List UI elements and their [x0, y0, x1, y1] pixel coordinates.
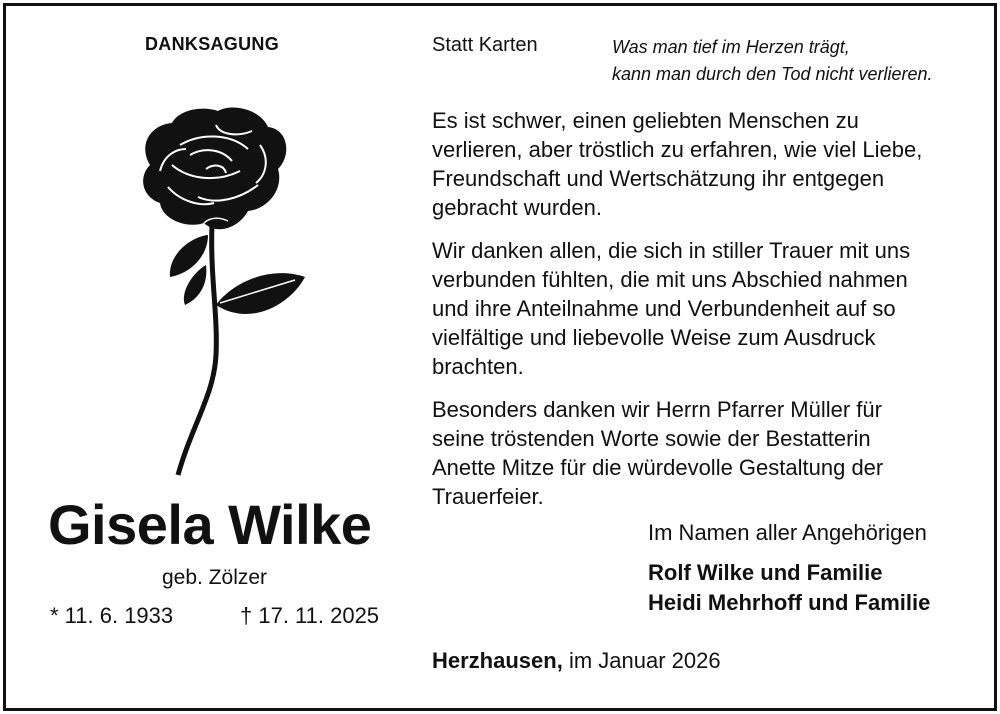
place-name: Herzhausen,: [432, 648, 563, 673]
thanks-paragraph-2: [432, 236, 972, 381]
paragraph-line: Freundschaft und Wertschätzung ihr entgegen: [432, 166, 885, 191]
birth-date: * 11. 6. 1933: [50, 603, 174, 628]
signature-family-2: Heidi Mehrhoff und Familie: [648, 590, 931, 615]
quote-line-2: kann man durch den Tod nicht verlieren.: [612, 64, 933, 84]
deceased-name: Gisela Wilke: [48, 493, 372, 556]
paragraph-line: gebracht wurden.: [432, 195, 602, 220]
thanks-paragraph-3: [432, 395, 972, 511]
place-date: [432, 648, 721, 674]
paragraph-line: verlieren, aber tröstlich zu erfahren, wie viel Liebe,: [432, 137, 923, 162]
maiden-name: geb. Zölzer: [162, 566, 268, 589]
paragraph-line: seine tröstenden Worte sowie der Bestatterin: [432, 426, 871, 451]
paragraph-line: brachten.: [432, 354, 524, 379]
death-date: † 17. 11. 2025: [240, 603, 380, 628]
paragraph-line: Wir danken allen, die sich in stiller Trauer mit uns: [432, 238, 911, 263]
signature-intro: Im Namen aller Angehörigen: [648, 520, 927, 545]
paragraph-line: Anette Mitze für die würdevolle Gestaltung der: [432, 455, 884, 480]
notice-heading: DANKSAGUNG: [145, 34, 280, 54]
paragraph-line: Trauerfeier.: [432, 484, 544, 509]
paragraph-line: Besonders danken wir Herrn Pfarrer Müller für: [432, 397, 882, 422]
statt-karten-label: Statt Karten: [432, 34, 538, 56]
date-text: im Januar 2026: [562, 648, 721, 673]
paragraph-line: vielfältige und liebevolle Weise zum Ausdruck: [432, 325, 876, 350]
signature-family-1: Rolf Wilke und Familie: [648, 560, 883, 585]
thanks-paragraph-1: [432, 106, 972, 222]
paragraph-line: Es ist schwer, einen geliebten Menschen zu: [432, 108, 859, 133]
rose-icon: [120, 105, 320, 480]
quote-line-1: Was man tief im Herzen trägt,: [612, 37, 850, 57]
paragraph-line: verbunden fühlten, die mit uns Abschied nahmen: [432, 267, 908, 292]
paragraph-line: und ihre Anteilnahme und Verbundenheit auf so: [432, 296, 896, 321]
memorial-quote: [612, 34, 933, 88]
